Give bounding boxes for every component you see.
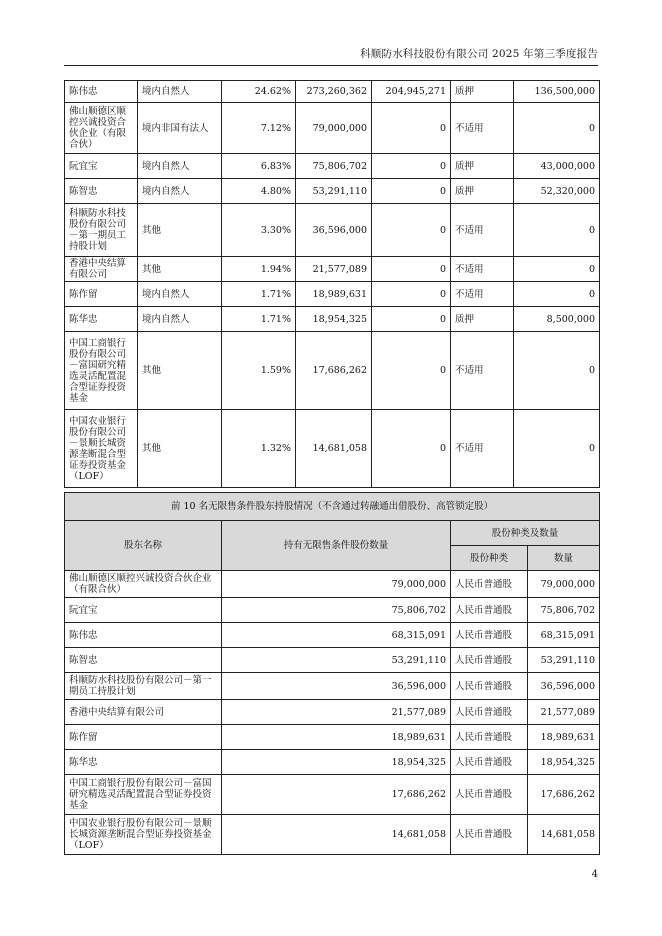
holder-pledged: 0	[514, 103, 600, 154]
holder-name: 陈伟忠	[65, 81, 138, 103]
holder-name: 阮宜宝	[65, 598, 222, 623]
holder-pledged: 52,320,000	[514, 179, 600, 204]
share-count: 75,806,702	[528, 598, 600, 623]
table-row	[65, 750, 600, 775]
share-count: 68,315,091	[528, 623, 600, 648]
share-type: 人民币普通股	[451, 750, 528, 775]
holder-pledged: 43,000,000	[514, 154, 600, 179]
holder-pledged: 0	[514, 282, 600, 307]
share-type: 人民币普通股	[451, 725, 528, 750]
share-type: 人民币普通股	[451, 673, 528, 700]
holder-status: 质押	[451, 307, 514, 332]
holder-nature: 境内自然人	[138, 81, 222, 103]
table-row	[65, 179, 600, 204]
holder-shares: 14,681,058	[296, 410, 372, 488]
holder-nature: 境内自然人	[138, 154, 222, 179]
holder-name: 陈智忠	[65, 179, 138, 204]
holder-name: 陈华忠	[65, 307, 138, 332]
holder-name: 科顺防水科技股份有限公司－第一期员工持股计划	[65, 673, 222, 700]
header-rule	[64, 65, 598, 66]
holder-ratio: 3.30%	[222, 204, 296, 257]
holder-pledged: 0	[514, 257, 600, 282]
holder-ratio: 4.80%	[222, 179, 296, 204]
col-header-type-group: 股份种类及数量	[451, 521, 600, 546]
holder-restricted: 0	[372, 282, 451, 307]
holder-nature: 其他	[138, 204, 222, 257]
share-type: 人民币普通股	[451, 815, 528, 855]
holder-pledged: 136,500,000	[514, 81, 600, 103]
holder-restricted: 0	[372, 179, 451, 204]
top-holders-table	[64, 80, 600, 488]
holder-name: 中国农业银行股份有限公司－景顺长城资源垄断混合型证券投资基金（LOF）	[65, 410, 138, 488]
holder-restricted: 0	[372, 410, 451, 488]
holder-status: 不适用	[451, 257, 514, 282]
share-count: 21,577,089	[528, 700, 600, 725]
holder-restricted: 0	[372, 307, 451, 332]
holder-shares: 18,954,325	[296, 307, 372, 332]
share-type: 人民币普通股	[451, 648, 528, 673]
share-count: 18,989,631	[528, 725, 600, 750]
page-number: 4	[591, 869, 598, 880]
table-row	[65, 725, 600, 750]
holder-name: 中国农业银行股份有限公司－景顺长城资源垄断混合型证券投资基金（LOF）	[65, 815, 222, 855]
holder-name: 佛山顺德区顺控兴诚投资合伙企业（有限合伙）	[65, 571, 222, 598]
share-count: 18,954,325	[528, 750, 600, 775]
table-row	[65, 571, 600, 598]
holder-name: 中国工商银行股份有限公司－富国研究精选灵活配置混合型证券投资基金	[65, 775, 222, 815]
holder-name: 佛山顺德区顺控兴诚投资合伙企业（有限合伙）	[65, 103, 138, 154]
holder-qty: 68,315,091	[222, 623, 451, 648]
holder-restricted: 0	[372, 103, 451, 154]
holder-status: 质押	[451, 154, 514, 179]
holder-restricted: 0	[372, 154, 451, 179]
header-row	[65, 521, 600, 546]
holder-pledged: 0	[514, 204, 600, 257]
holder-status: 不适用	[451, 410, 514, 488]
holder-ratio: 6.83%	[222, 154, 296, 179]
holder-qty: 53,291,110	[222, 648, 451, 673]
share-count: 79,000,000	[528, 571, 600, 598]
holder-nature: 境内自然人	[138, 179, 222, 204]
holder-status: 质押	[451, 179, 514, 204]
holder-shares: 79,000,000	[296, 103, 372, 154]
section-title: 前 10 名无限售条件股东持股情况（不含通过转融通出借股份、高管锁定股）	[65, 493, 600, 521]
holder-restricted: 0	[372, 257, 451, 282]
holder-shares: 75,806,702	[296, 154, 372, 179]
table-row	[65, 332, 600, 410]
holder-restricted: 0	[372, 204, 451, 257]
table-row	[65, 103, 600, 154]
holder-status: 不适用	[451, 332, 514, 410]
table-row	[65, 775, 600, 815]
table-row	[65, 282, 600, 307]
holder-qty: 79,000,000	[222, 571, 451, 598]
holder-nature: 其他	[138, 410, 222, 488]
col-header-qty: 持有无限售条件股份数量	[222, 521, 451, 571]
holder-restricted: 204,945,271	[372, 81, 451, 103]
holder-qty: 36,596,000	[222, 673, 451, 700]
holder-ratio: 1.32%	[222, 410, 296, 488]
holder-name: 陈伟忠	[65, 623, 222, 648]
holder-qty: 18,989,631	[222, 725, 451, 750]
share-type: 人民币普通股	[451, 623, 528, 648]
holder-name: 陈智忠	[65, 648, 222, 673]
holder-name: 科顺防水科技股份有限公司－第一期员工持股计划	[65, 204, 138, 257]
table-row	[65, 815, 600, 855]
holder-status: 质押	[451, 81, 514, 103]
share-type: 人民币普通股	[451, 571, 528, 598]
holder-ratio: 1.94%	[222, 257, 296, 282]
holder-shares: 18,989,631	[296, 282, 372, 307]
holder-qty: 17,686,262	[222, 775, 451, 815]
holder-nature: 其他	[138, 257, 222, 282]
holder-name: 中国工商银行股份有限公司－富国研究精选灵活配置混合型证券投资基金	[65, 332, 138, 410]
table-row	[65, 410, 600, 488]
table-row	[65, 307, 600, 332]
holder-name: 陈作留	[65, 725, 222, 750]
holder-qty: 14,681,058	[222, 815, 451, 855]
holder-restricted: 0	[372, 332, 451, 410]
holder-qty: 18,954,325	[222, 750, 451, 775]
col-header-name: 股东名称	[65, 521, 222, 571]
section-title-row	[65, 493, 600, 521]
holder-pledged: 0	[514, 332, 600, 410]
holder-ratio: 1.59%	[222, 332, 296, 410]
page-header: 科顺防水科技股份有限公司 2025 年第三季度报告	[360, 48, 598, 60]
col-header-count: 数量	[528, 546, 600, 571]
unrestricted-holders-table	[64, 492, 600, 855]
share-count: 36,596,000	[528, 673, 600, 700]
holder-pledged: 0	[514, 410, 600, 488]
holder-shares: 36,596,000	[296, 204, 372, 257]
table-row	[65, 81, 600, 103]
holder-ratio: 7.12%	[222, 103, 296, 154]
col-header-type: 股份种类	[451, 546, 528, 571]
holder-nature: 境内非国有法人	[138, 103, 222, 154]
holder-nature: 其他	[138, 332, 222, 410]
table-row	[65, 673, 600, 700]
share-type: 人民币普通股	[451, 775, 528, 815]
table-row	[65, 700, 600, 725]
holder-ratio: 24.62%	[222, 81, 296, 103]
holder-status: 不适用	[451, 103, 514, 154]
holder-qty: 21,577,089	[222, 700, 451, 725]
table-row	[65, 648, 600, 673]
holder-shares: 21,577,089	[296, 257, 372, 282]
holder-name: 香港中央结算有限公司	[65, 700, 222, 725]
holder-shares: 273,260,362	[296, 81, 372, 103]
holder-shares: 53,291,110	[296, 179, 372, 204]
holder-name: 香港中央结算有限公司	[65, 257, 138, 282]
holder-pledged: 8,500,000	[514, 307, 600, 332]
holder-name: 陈作留	[65, 282, 138, 307]
share-count: 53,291,110	[528, 648, 600, 673]
table-row	[65, 154, 600, 179]
holder-shares: 17,686,262	[296, 332, 372, 410]
holder-name: 阮宜宝	[65, 154, 138, 179]
share-count: 14,681,058	[528, 815, 600, 855]
holder-name: 陈华忠	[65, 750, 222, 775]
holder-nature: 境内自然人	[138, 307, 222, 332]
share-count: 17,686,262	[528, 775, 600, 815]
table-row	[65, 204, 600, 257]
holder-status: 不适用	[451, 282, 514, 307]
share-type: 人民币普通股	[451, 700, 528, 725]
holder-status: 不适用	[451, 204, 514, 257]
holder-qty: 75,806,702	[222, 598, 451, 623]
share-type: 人民币普通股	[451, 598, 528, 623]
holder-nature: 境内自然人	[138, 282, 222, 307]
table-row	[65, 257, 600, 282]
table-row	[65, 623, 600, 648]
holder-ratio: 1.71%	[222, 307, 296, 332]
table-row	[65, 598, 600, 623]
holder-ratio: 1.71%	[222, 282, 296, 307]
